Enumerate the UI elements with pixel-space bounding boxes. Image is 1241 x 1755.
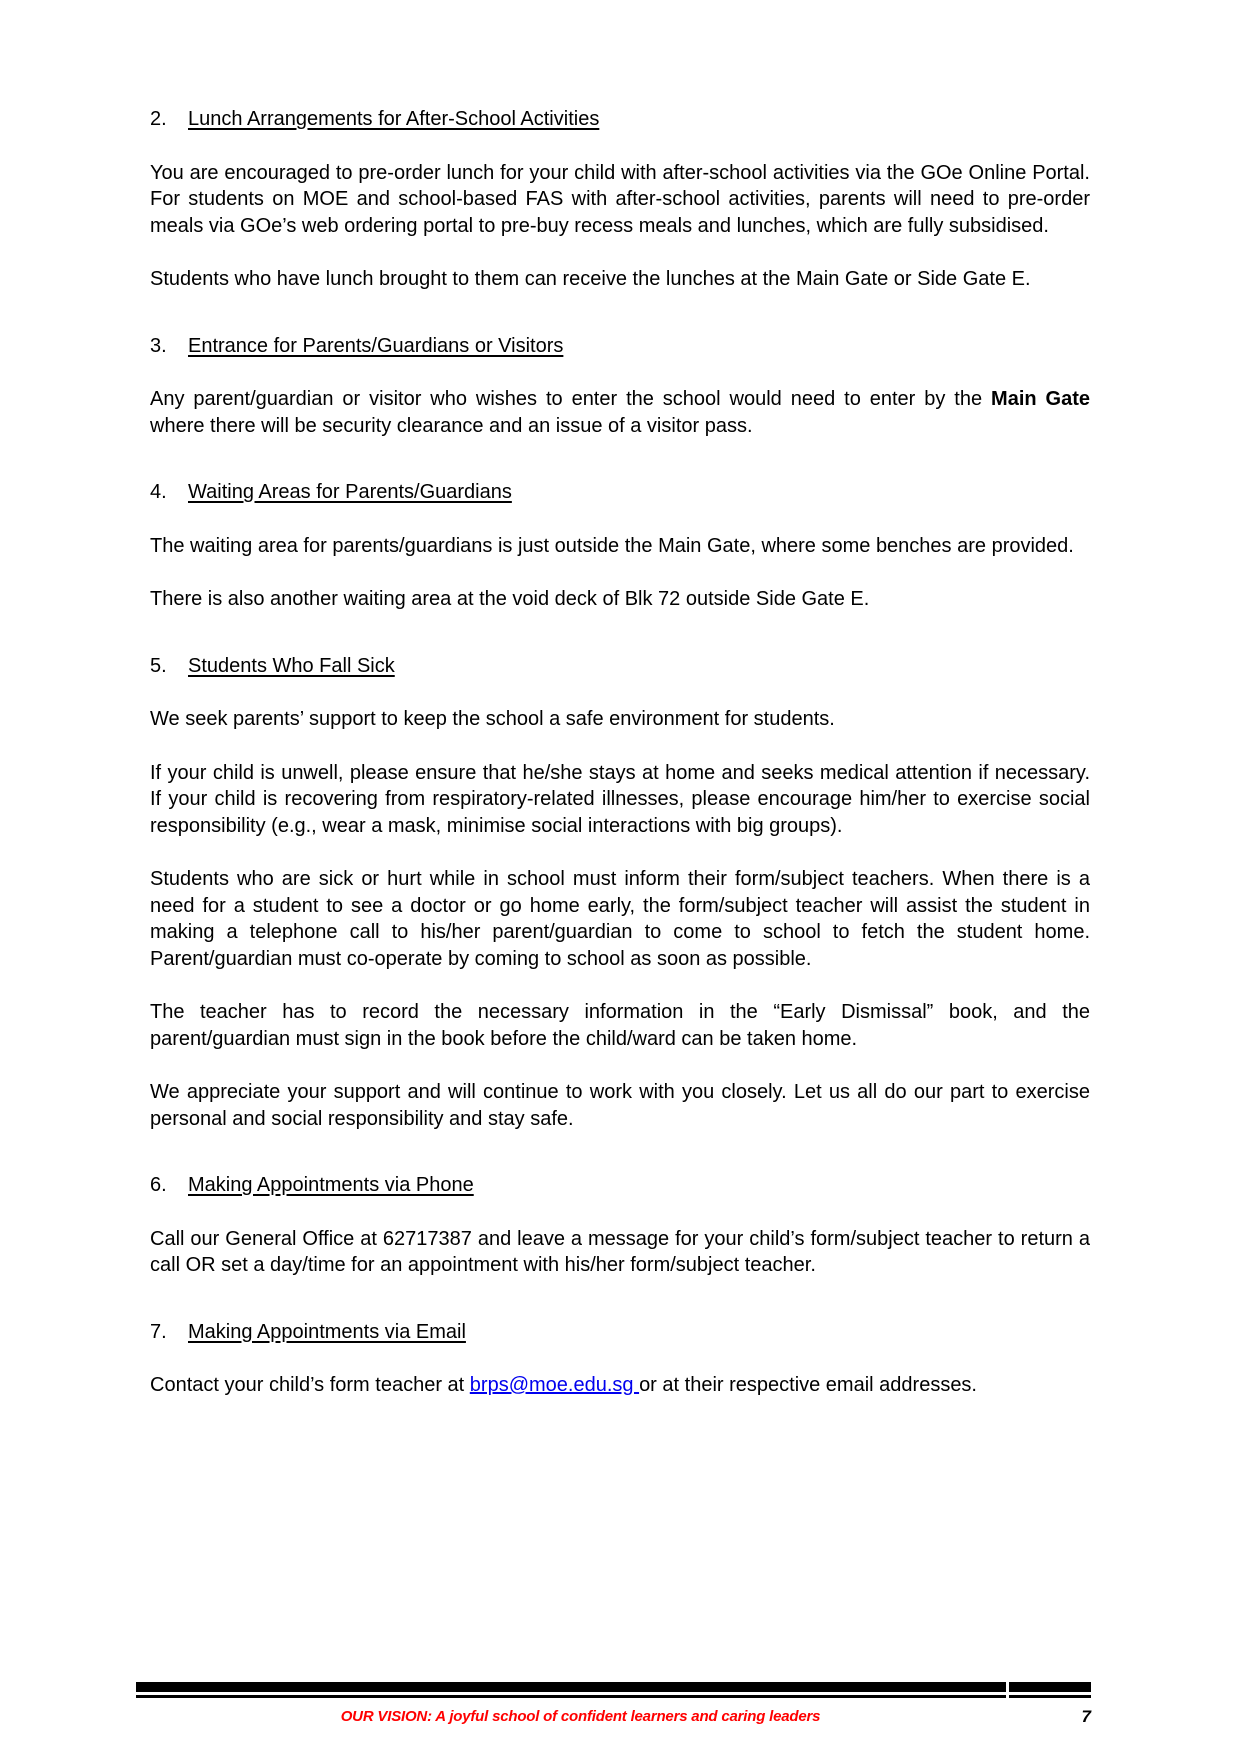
footer-divider-rule	[136, 1682, 1091, 1698]
page-content	[150, 106, 1090, 1426]
section-5-paragraph-1: We seek parents’ support to keep the school a safe environment for students.	[150, 708, 835, 730]
section-5-paragraph-4: The teacher has to record the necessary information in the “Early Dismissal” book, and the parent/guardian must sign in the book before the child/ward can be taken home.	[150, 1001, 1090, 1050]
section-2-number: 2.	[150, 108, 167, 130]
footer-rule-notch	[1006, 1682, 1009, 1698]
vision-statement: OUR VISION: A joyful school of confident learners and caring leaders	[340, 1708, 821, 1725]
email-link[interactable]: brps@moe.edu.sg	[469, 1374, 640, 1396]
section-3-title: Entrance for Parents/Guardians or Visitors	[188, 334, 564, 357]
section-6-paragraph-1: Call our General Office at 62717387 and leave a message for your child’s form/subject teacher to return a call OR set a day/time for an appointment with his/her form/subject teacher.	[150, 1227, 1090, 1276]
section-5-title: Students Who Fall Sick	[188, 654, 395, 677]
section-7-title: Making Appointments via Email	[188, 1320, 466, 1343]
section-5-heading	[150, 653, 1090, 680]
section-5-paragraph-3: Students who are sick or hurt while in school must inform their form/subject teachers. When there is a need for a student to see a doctor or go home early, the form/subject teacher will assist the student in making a telephone call to his/her parent/guardian to come to school to fetch the student home. Parent/guardian must co-operate by coming to school as soon as possible.	[150, 868, 1090, 970]
page-footer	[150, 1706, 1091, 1728]
section-5-paragraph-2: If your child is unwell, please ensure that he/she stays at home and seeks medical attention if necessary. If your child is recovering from respiratory-related illnesses, please encourage him/her to exercise social responsibility (e.g., wear a mask, minimise social interactions with big groups).	[150, 761, 1090, 837]
section-2-title: Lunch Arrangements for After-School Activities	[188, 108, 600, 130]
section-4-paragraph-1: The waiting area for parents/guardians is just outside the Main Gate, where some benches are provided.	[150, 534, 1074, 557]
section-2-paragraph-2: Students who have lunch brought to them can receive the lunches at the Main Gate or Side Gate E.	[150, 268, 1031, 290]
section-4-title: Waiting Areas for Parents/Guardians	[188, 481, 512, 503]
section-5-paragraph-5: We appreciate your support and will continue to work with you closely. Let us all do our part to exercise personal and social responsibility and stay safe.	[150, 1081, 1090, 1130]
section-4-paragraph-2: There is also another waiting area at the void deck of Blk 72 outside Side Gate E.	[150, 588, 870, 610]
section-6-title: Making Appointments via Phone	[188, 1174, 474, 1196]
section-7-heading	[150, 1319, 1090, 1346]
section-7-number: 7.	[150, 1320, 167, 1343]
section-4-number: 4.	[150, 481, 167, 503]
paragraph-text: or at their respective email addresses.	[639, 1374, 977, 1396]
section-6-heading	[150, 1172, 1090, 1199]
bold-main-gate: Main Gate	[991, 388, 1090, 410]
section-4-heading	[150, 479, 1090, 506]
section-3-number: 3.	[150, 334, 167, 357]
paragraph-text: Any parent/guardian or visitor who wishes to enter the school would need to enter by the	[150, 388, 992, 410]
section-3-heading	[150, 333, 1090, 360]
section-5-number: 5.	[150, 654, 167, 677]
page-number: 7	[1081, 1707, 1091, 1726]
section-2-paragraph-1: You are encouraged to pre-order lunch for your child with after-school activities via the GOe Online Portal. For students on MOE and school-based FAS with after-school activities, parents will need to pre-order meals via GOe’s web ordering portal to pre-buy recess meals and lunches, which are fully subsidised.	[150, 161, 1090, 237]
section-2-heading	[150, 106, 1090, 133]
section-6-number: 6.	[150, 1174, 167, 1196]
paragraph-text: where there will be security clearance and an issue of a visitor pass.	[150, 414, 753, 437]
paragraph-text: Contact your child’s form teacher at	[150, 1374, 470, 1396]
section-7-paragraph-1	[150, 1372, 1090, 1399]
section-3-paragraph-1	[150, 386, 1090, 439]
